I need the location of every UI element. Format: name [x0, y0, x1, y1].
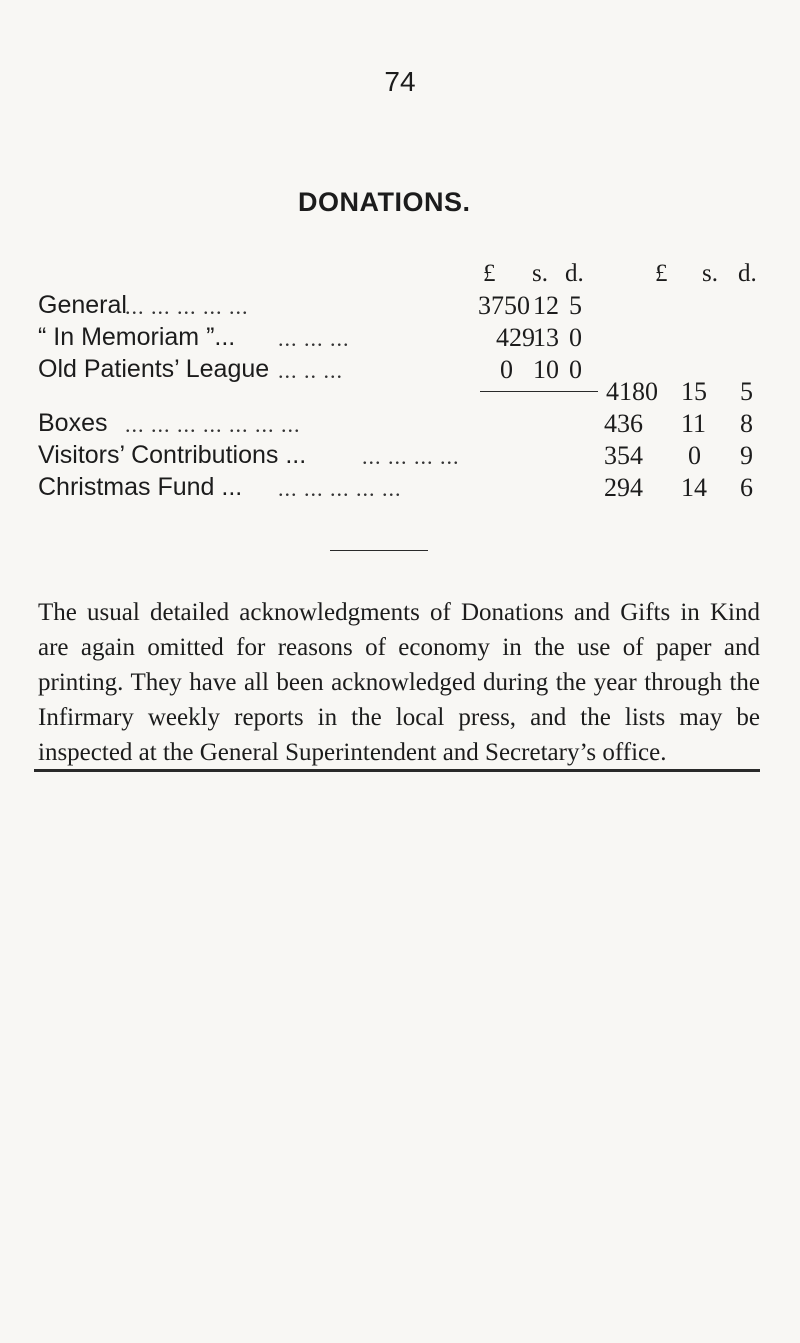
- shillings-value: 13: [533, 323, 559, 352]
- row-label: “ In Memoriam ”...: [38, 323, 236, 351]
- note-text: The usual detailed acknowledgments of Donations and Gifts in Kind are again omitted for reasons of economy in the use of paper and printing. They have all been acknowledged during the year through the Infirmary weekly reports in the local press, and the lists may be inspected at the General Superintendent and Secretary’s office.: [38, 599, 760, 766]
- pence-value: 0: [569, 323, 582, 352]
- bottom-rule: [34, 769, 760, 772]
- pence-value: 9: [740, 441, 753, 470]
- pence-value: 0: [569, 355, 582, 384]
- header-pounds-1: £: [483, 260, 496, 287]
- page-title: DONATIONS.: [298, 187, 471, 217]
- pence-value: 6: [740, 473, 753, 502]
- pence-value: 8: [740, 409, 753, 438]
- shillings-value: 11: [681, 409, 707, 438]
- pounds-value: 0: [500, 355, 513, 384]
- header-pounds-2: £: [655, 260, 668, 287]
- pounds-value: 354: [604, 441, 643, 470]
- leader-dots: ... ... ... ... ...: [125, 294, 249, 319]
- header-pence-1: d.: [565, 260, 584, 287]
- pence-value: 5: [569, 291, 582, 320]
- leader-dots: ... ... ...: [278, 326, 350, 351]
- pounds-value: 429: [496, 323, 535, 352]
- leader-dots: ... ... ... ... ...: [278, 476, 402, 501]
- subtotal-pence: 5: [740, 377, 753, 406]
- header-shillings-1: s.: [532, 260, 548, 287]
- row-label: Visitors’ Contributions ...: [38, 441, 307, 469]
- row-label: Christmas Fund ...: [38, 473, 243, 501]
- shillings-value: 0: [688, 441, 701, 470]
- page-number: 74: [384, 66, 416, 97]
- shillings-value: 14: [681, 473, 707, 502]
- header-shillings-2: s.: [702, 260, 718, 287]
- pounds-value: 3750: [478, 291, 530, 320]
- subtotal-pounds: 4180: [606, 377, 658, 406]
- leader-dots: ... ... ... ... ... ... ...: [125, 412, 301, 437]
- shillings-value: 12: [533, 291, 559, 320]
- row-label: Boxes: [38, 409, 108, 437]
- shillings-value: 10: [533, 355, 559, 384]
- section-divider: [330, 550, 428, 551]
- leader-dots: ... ... ... ...: [362, 444, 460, 469]
- subtotal-rule: [480, 391, 598, 392]
- leader-dots: ... .. ...: [278, 358, 343, 383]
- pounds-value: 436: [604, 409, 643, 438]
- subtotal-shillings: 15: [681, 377, 707, 406]
- header-pence-2: d.: [738, 260, 757, 287]
- row-label: General: [38, 291, 127, 319]
- note-paragraph: [38, 595, 760, 770]
- pounds-value: 294: [604, 473, 643, 502]
- row-label: Old Patients’ League: [38, 355, 270, 383]
